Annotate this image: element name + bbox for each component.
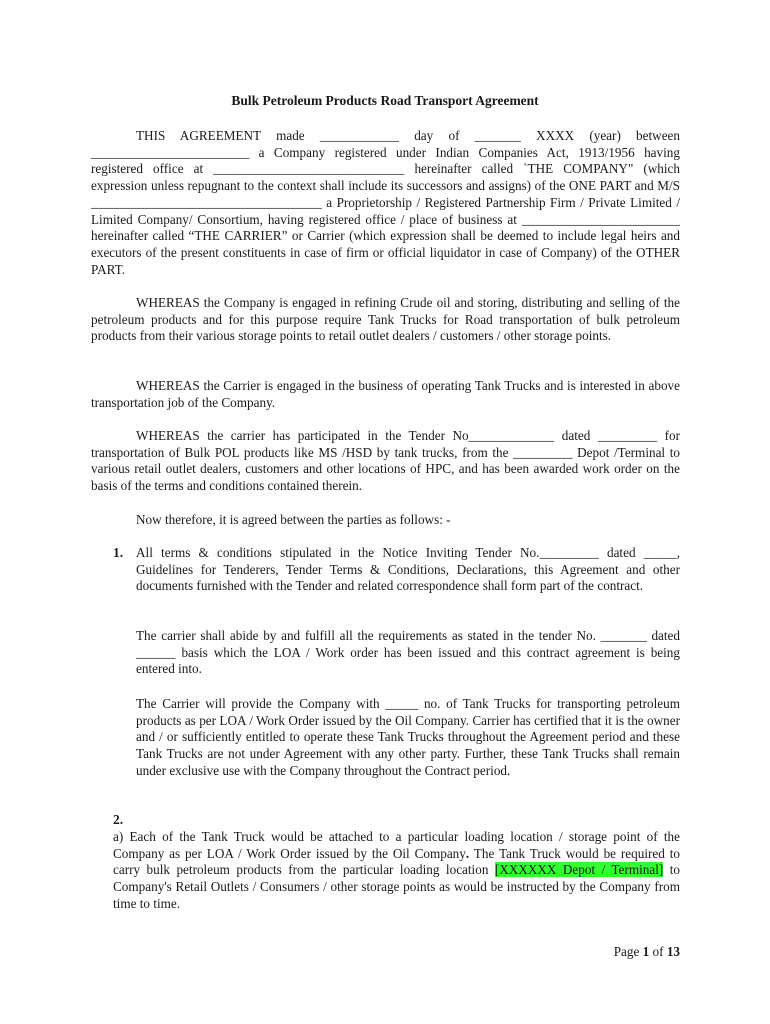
agreement-text: THIS AGREEMENT made ____________ day of _______ XXXX (year) between ________________________ a Company registered under Indian Companies Act, 1913/1956 having registered office at _____________________________ hereinafter called `THE COMPANY" (which expression unless repugnant to the context shall include its successors and assigns) of the ONE PART and M/S ___________________________________ a Proprietorship / Registered Partnership Firm / Private Limited / Limited Company/ Consortium, having registered office / place of business at ________________________ hereinafter called “THE CARRIER” or Carrier (which expression shall be deemed to include legal heirs and executors of the present constituents in case of firm or official liquidator in case of Company) of the OTHER PART. bbox=[91, 128, 680, 277]
page-of: of bbox=[649, 944, 667, 959]
now-therefore-paragraph bbox=[91, 512, 680, 529]
page-current: 1 bbox=[642, 944, 650, 959]
whereas-paragraph-2 bbox=[91, 378, 680, 411]
page-prefix: Page bbox=[613, 944, 643, 959]
clause-1-paragraph-b: The carrier shall abide by and fulfill all the requirements as stated in the tender No. _______ dated ______ basis which the LOA / Work order has been issued and this contract agreement is being entered into. bbox=[136, 628, 680, 677]
clause-2-text-mid: The Tank Truck would be required to carry bulk petroleum products from the particular loading location bbox=[113, 845, 681, 878]
agreement-paragraph bbox=[91, 128, 680, 278]
whereas-paragraph-1 bbox=[91, 295, 680, 345]
clause-2-number: 2. bbox=[113, 812, 124, 827]
clause-2-paragraph-a bbox=[113, 829, 680, 913]
clause-1-paragraph-a: All terms & conditions stipulated in the Notice Inviting Tender No._________ dated _____, Guidelines for Tenderers, Tender Terms & Conditions, Declarations, this Agreement and other documents furnished with the Tender and related correspondence shall form part of the contract. bbox=[136, 545, 680, 594]
now-therefore-text: Now therefore, it is agreed between the parties as follows: - bbox=[136, 512, 451, 527]
whereas-paragraph-3 bbox=[91, 428, 680, 495]
clause-2-text-end: to Company's Retail Outlets / Consumers / other storage points as would be instructed by the Company from time to time. bbox=[113, 862, 681, 911]
depot-terminal-highlight: [XXXXXX Depot / Terminal] bbox=[494, 862, 664, 878]
clause-2-text-start: a) Each of the Tank Truck would be attached to a particular loading location / storage point of the Company as per LOA / Work Order issued by the Oil Company bbox=[113, 829, 680, 861]
whereas-text-3: WHEREAS the carrier has participated in the Tender No_____________ dated _________ for transportation of Bulk POL products like MS /HSD by tank trucks, from the _________ Depot /Terminal to various retail outlet dealers, customers and other locations of HPC, and has been awarded work order on the basis of the terms and conditions contained therein. bbox=[91, 428, 680, 494]
document-title: Bulk Petroleum Products Road Transport Agreement bbox=[231, 93, 539, 108]
whereas-text-1: WHEREAS the Company is engaged in refining Crude oil and storing, distributing and selling of the petroleum products and for this purpose require Tank Trucks for Road transportation of bulk petroleum products from their various storage points to retail outlet dealers / customers / other storage points. bbox=[91, 295, 680, 344]
whereas-text-2: WHEREAS the Carrier is engaged in the business of operating Tank Trucks and is interested in above transportation job of the Company. bbox=[91, 378, 680, 410]
clause-1-number: 1. bbox=[113, 545, 124, 560]
page-total: 13 bbox=[666, 944, 680, 959]
clause-1-paragraph-c: The Carrier will provide the Company with _____ no. of Tank Trucks for transporting petroleum products as per LOA / Work Order issued by the Oil Company. Carrier has certified that it is the owner and / or sufficiently entitled to operate these Tank Trucks throughout the Agreement period and these Tank Trucks are not under Agreement with any other party. Further, these Tank Trucks shall remain under exclusive use with the Company throughout the Contract period. bbox=[136, 696, 680, 778]
page-number-footer bbox=[614, 944, 680, 960]
clause-2-bold-dot: . bbox=[465, 845, 470, 861]
